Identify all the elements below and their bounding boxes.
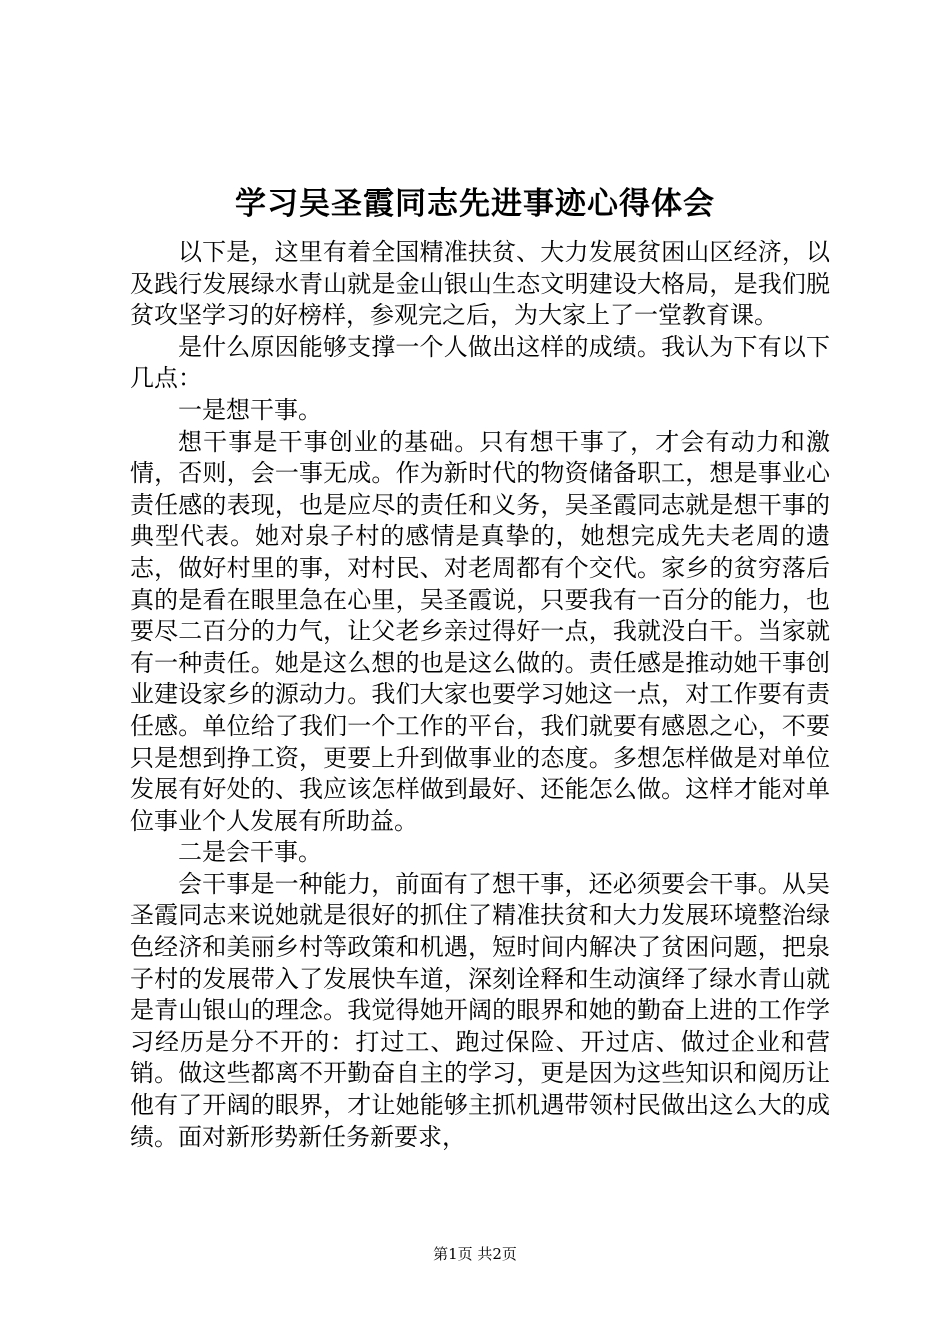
- heading-point-two: 二是会干事。: [178, 838, 322, 867]
- document-body: [130, 237, 830, 1153]
- paragraph-question: 是什么原因能够支撑一个人做出这样的成绩。我认为下有以下几点：: [130, 332, 830, 393]
- paragraph-point-two: 会干事是一种能力，前面有了想干事，还必须要会干事。从吴圣霞同志来说她就是很好的抓住了精准扶贫和大力发展环境整治绿色经济和美丽乡村等政策和机遇，短时间内解决了贫困问题，把泉子村的发展带入了发展快车道，深刻诠释和生动演绎了绿水青山就是青山银山的理念。我觉得她开阔的眼界和她的勤奋上进的工作学习经历是分不开的：打过工、跑过保险、开过店、做过企业和营销。做这些都离不开勤奋自主的学习，更是因为这些知识和阅历让他有了开阔的眼界，才让她能够主抓机遇带领村民做出这么大的成绩。面对新形势新任务新要求，: [130, 869, 830, 1151]
- document-title: 学习吴圣霞同志先进事迹心得体会: [235, 186, 715, 222]
- heading-point-one: 一是想干事。: [178, 395, 322, 424]
- paragraph-point-one: 想干事是干事创业的基础。只有想干事了，才会有动力和激情，否则，会一事无成。作为新时代的物资储备职工，想是事业心责任感的表现，也是应尽的责任和义务，吴圣霞同志就是想干事的典型代表。她对泉子村的感情是真挚的，她想完成先夫老周的遗志，做好村里的事，对村民、对老周都有个交代。家乡的贫穷落后真的是看在眼里急在心里，吴圣霞说，只要我有一百分的能力，也要尽二百分的力气，让父老乡亲过得好一点，我就没白干。当家就有一种责任。她是这么想的也是这么做的。责任感是推动她干事创业建设家乡的源动力。我们大家也要学习她这一点，对工作要有责任感。单位给了我们一个工作的平台，我们就要有感恩之心，不要只是想到挣工资，更要上升到做事业的态度。多想怎样做是对单位发展有好处的、我应该怎样做到最好、还能怎么做。这样才能对单位事业个人发展有所助益。: [130, 427, 830, 835]
- paragraph-intro: 以下是，这里有着全国精准扶贫、大力发展贫困山区经济，以及践行发展绿水青山就是金山银山生态文明建设大格局，是我们脱贫攻坚学习的好榜样，参观完之后，为大家上了一堂教育课。: [130, 238, 830, 330]
- page-footer: 第1页 共2页: [433, 1245, 517, 1263]
